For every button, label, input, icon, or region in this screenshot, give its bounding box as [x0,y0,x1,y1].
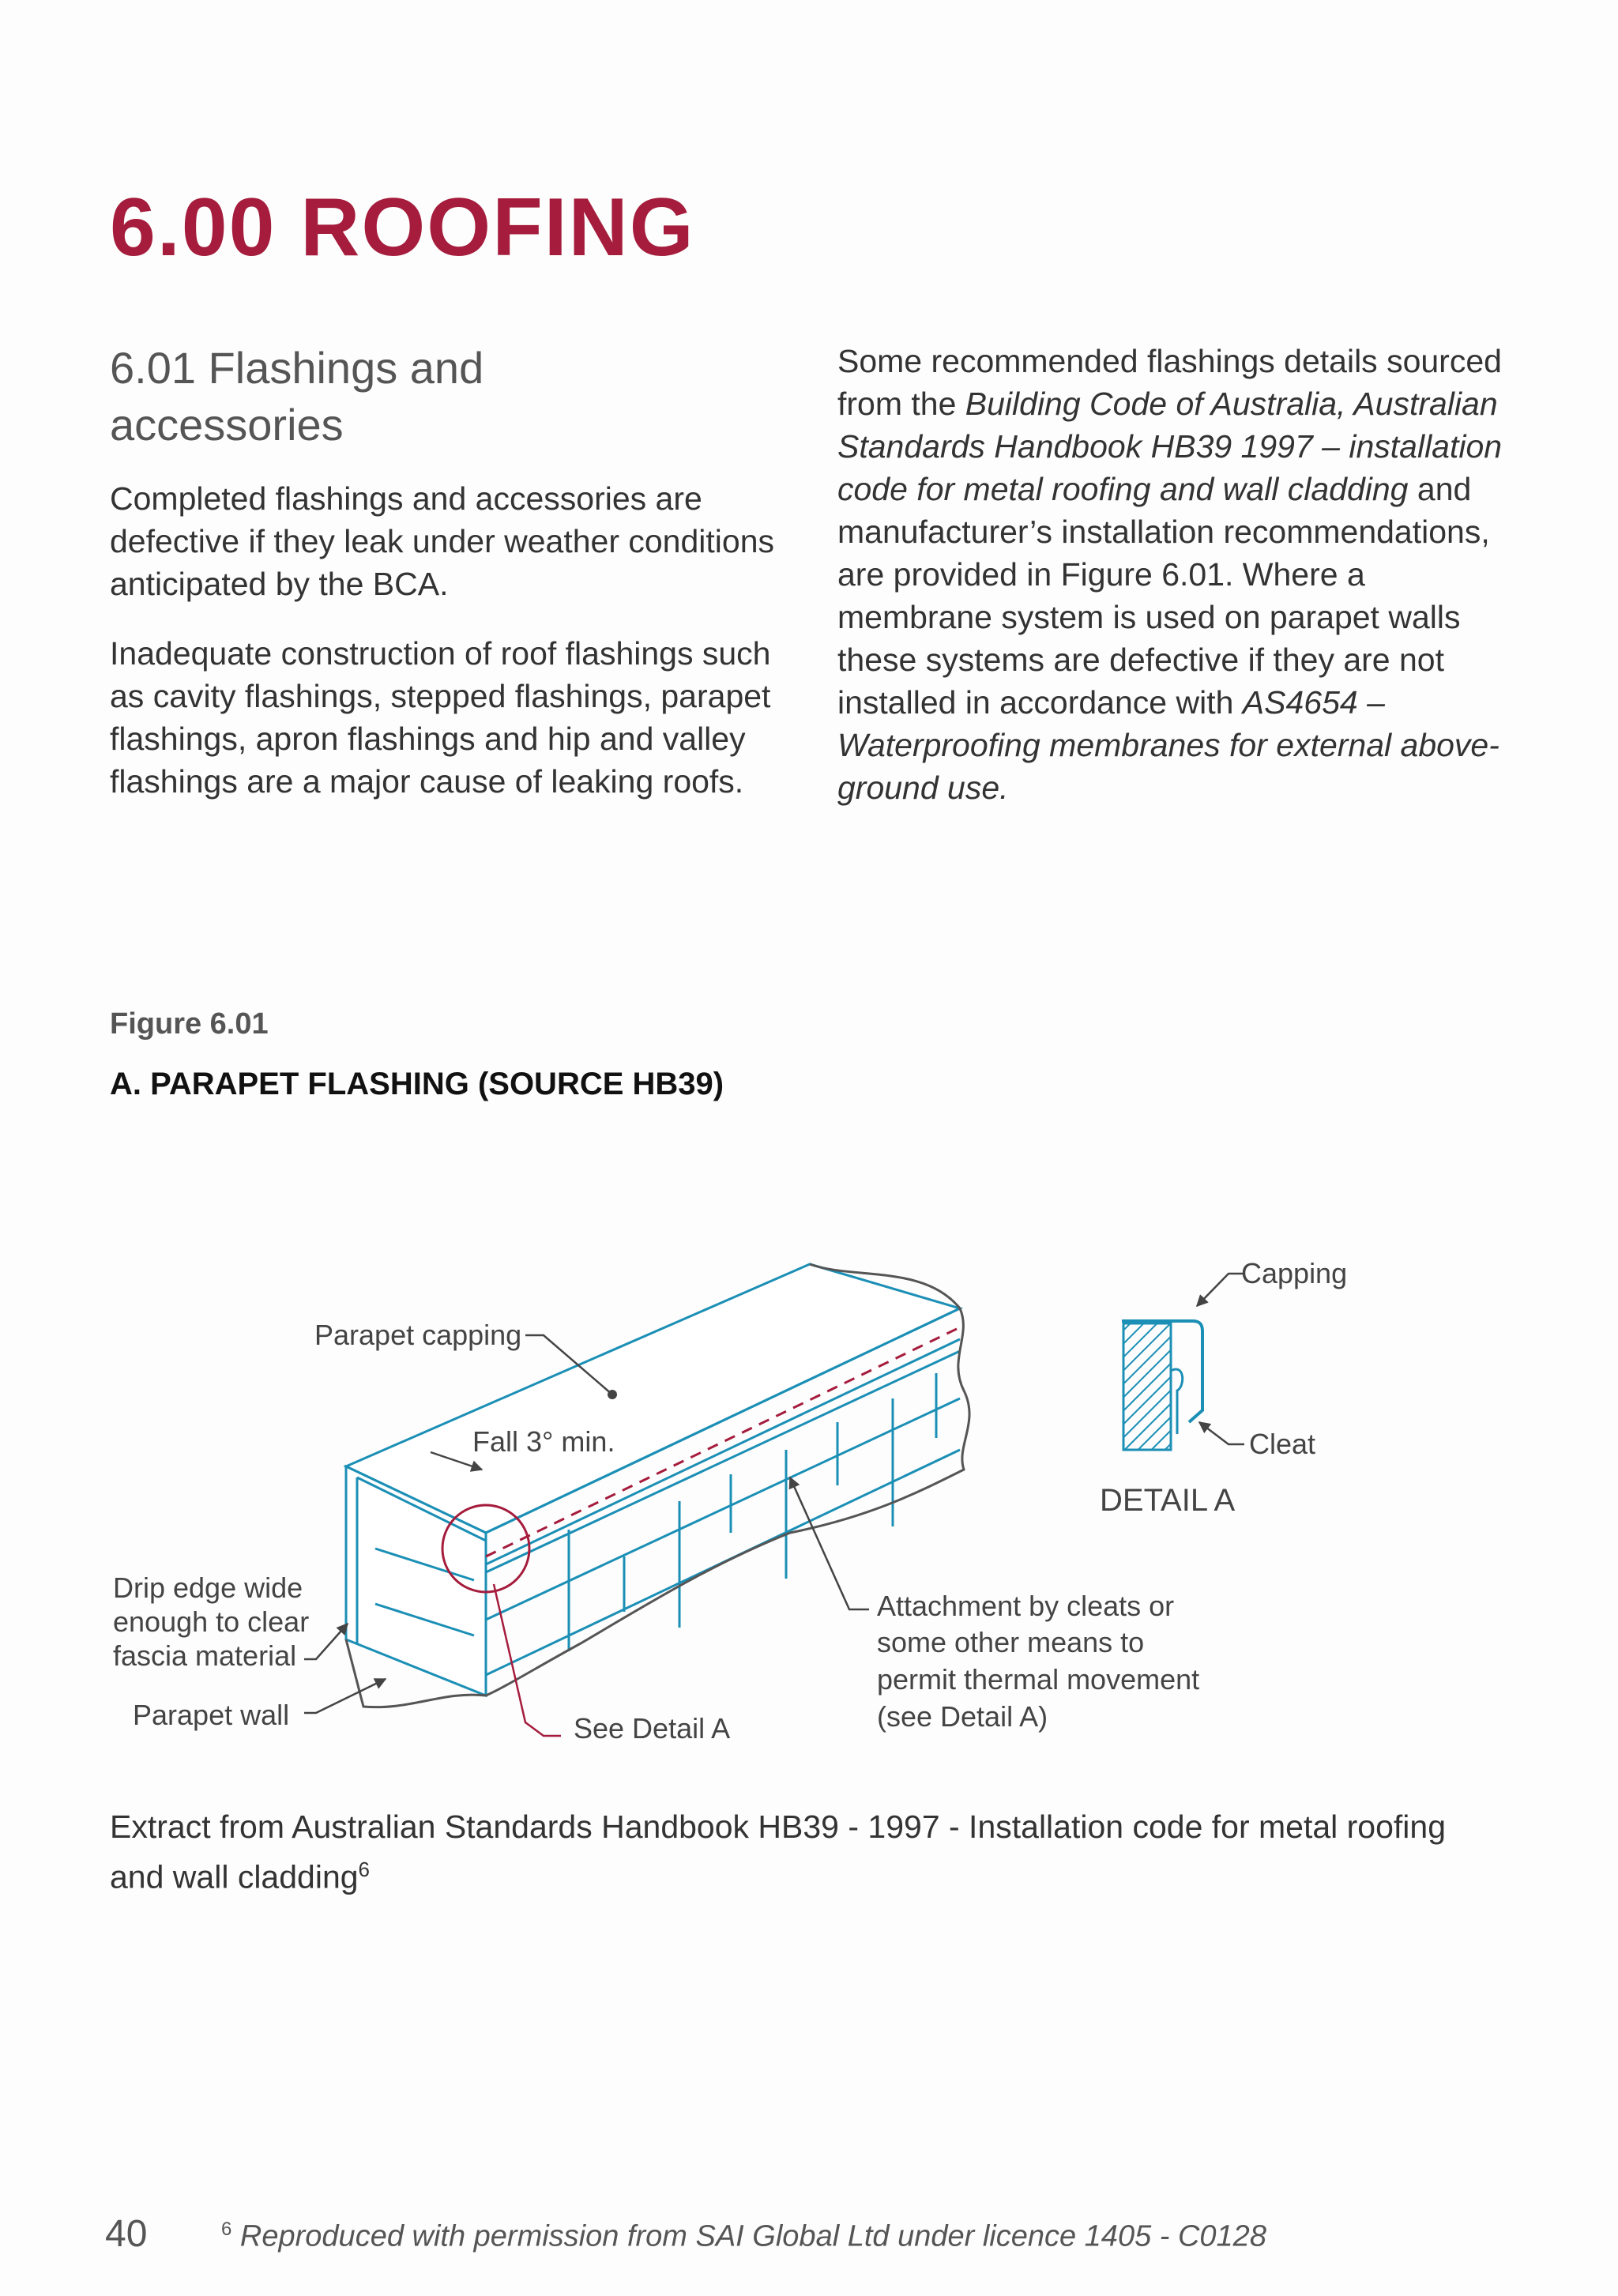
left-column [110,340,789,830]
section-subheading [110,340,789,454]
detail-a-drawing [1122,1321,1202,1450]
recommended-text-1: Some recommended flashings details sourced from the [837,343,1502,422]
label-attach-line4: (see Detail A) [877,1700,1048,1733]
label-parapet-capping: Parapet capping [314,1319,522,1351]
caption-footnote-ref: 6 [358,1858,371,1881]
label-see-detail: See Detail A [574,1712,731,1745]
right-column [837,340,1509,836]
recommended-text-2: and manufacturer’s installation recommendations, are provided in Figure 6.01. Where a membrane system is used on parapet walls these systems are defective if they are not installed in accordance with [837,471,1490,721]
footnote-text: Reproduced with permission from SAI Global Ltd under licence 1405 - C0128 [239,2219,1266,2253]
label-drip-line1: Drip edge wide [113,1571,303,1604]
label-drip-line2: enough to clear [113,1605,310,1638]
label-attach-line3: permit thermal movement [877,1663,1200,1696]
footnote-marker: 6 [221,2219,232,2240]
parapet-flashing-diagram [0,1233,1618,1770]
label-parapet-wall: Parapet wall [133,1699,290,1731]
caption-text: Extract from Australian Standards Handbook HB39 - 1997 - Installation code for metal roofing and wall cladding [110,1809,1447,1895]
recommended-italic-1: Building Code of Australia, Australian Standards Handbook HB39 1997 – installation code for metal roofing and wall cladding [837,386,1503,507]
figure-label: Figure 6.01 [110,1007,269,1041]
label-detail-a: DETAIL A [1100,1483,1236,1518]
label-fall: Fall 3° min. [472,1425,615,1458]
paragraph-defective: Completed flashings and accessories are defective if they leak under weather conditions anticipated by the BCA. [110,480,775,602]
label-attach-line2: some other means to [877,1626,1145,1658]
figure-heading: A. PARAPET FLASHING (SOURCE HB39) [110,1067,724,1101]
page-title: 6.00 ROOFING [110,182,695,273]
figure-caption [110,1805,1453,1899]
subheading-line2: accessories [110,400,344,450]
label-drip-line3: fascia material [113,1639,297,1672]
subheading-line1: 6.01 Flashings and [110,343,484,393]
footnote [221,2219,1266,2254]
recommended-italic-2: AS4654 – Waterproofing membranes for external above-ground use. [837,684,1499,806]
page-number: 40 [105,2213,148,2255]
label-attach-line1: Attachment by cleats or [877,1590,1175,1622]
paragraph-recommended [837,340,1509,809]
label-capping: Capping [1241,1257,1348,1289]
paragraph-inadequate: Inadequate construction of roof flashings such as cavity flashings, stepped flashings, parapet flashings, apron flashings and hip and valley flashings are a major cause of leaking roofs. [110,635,771,800]
label-cleat: Cleat [1249,1428,1316,1460]
